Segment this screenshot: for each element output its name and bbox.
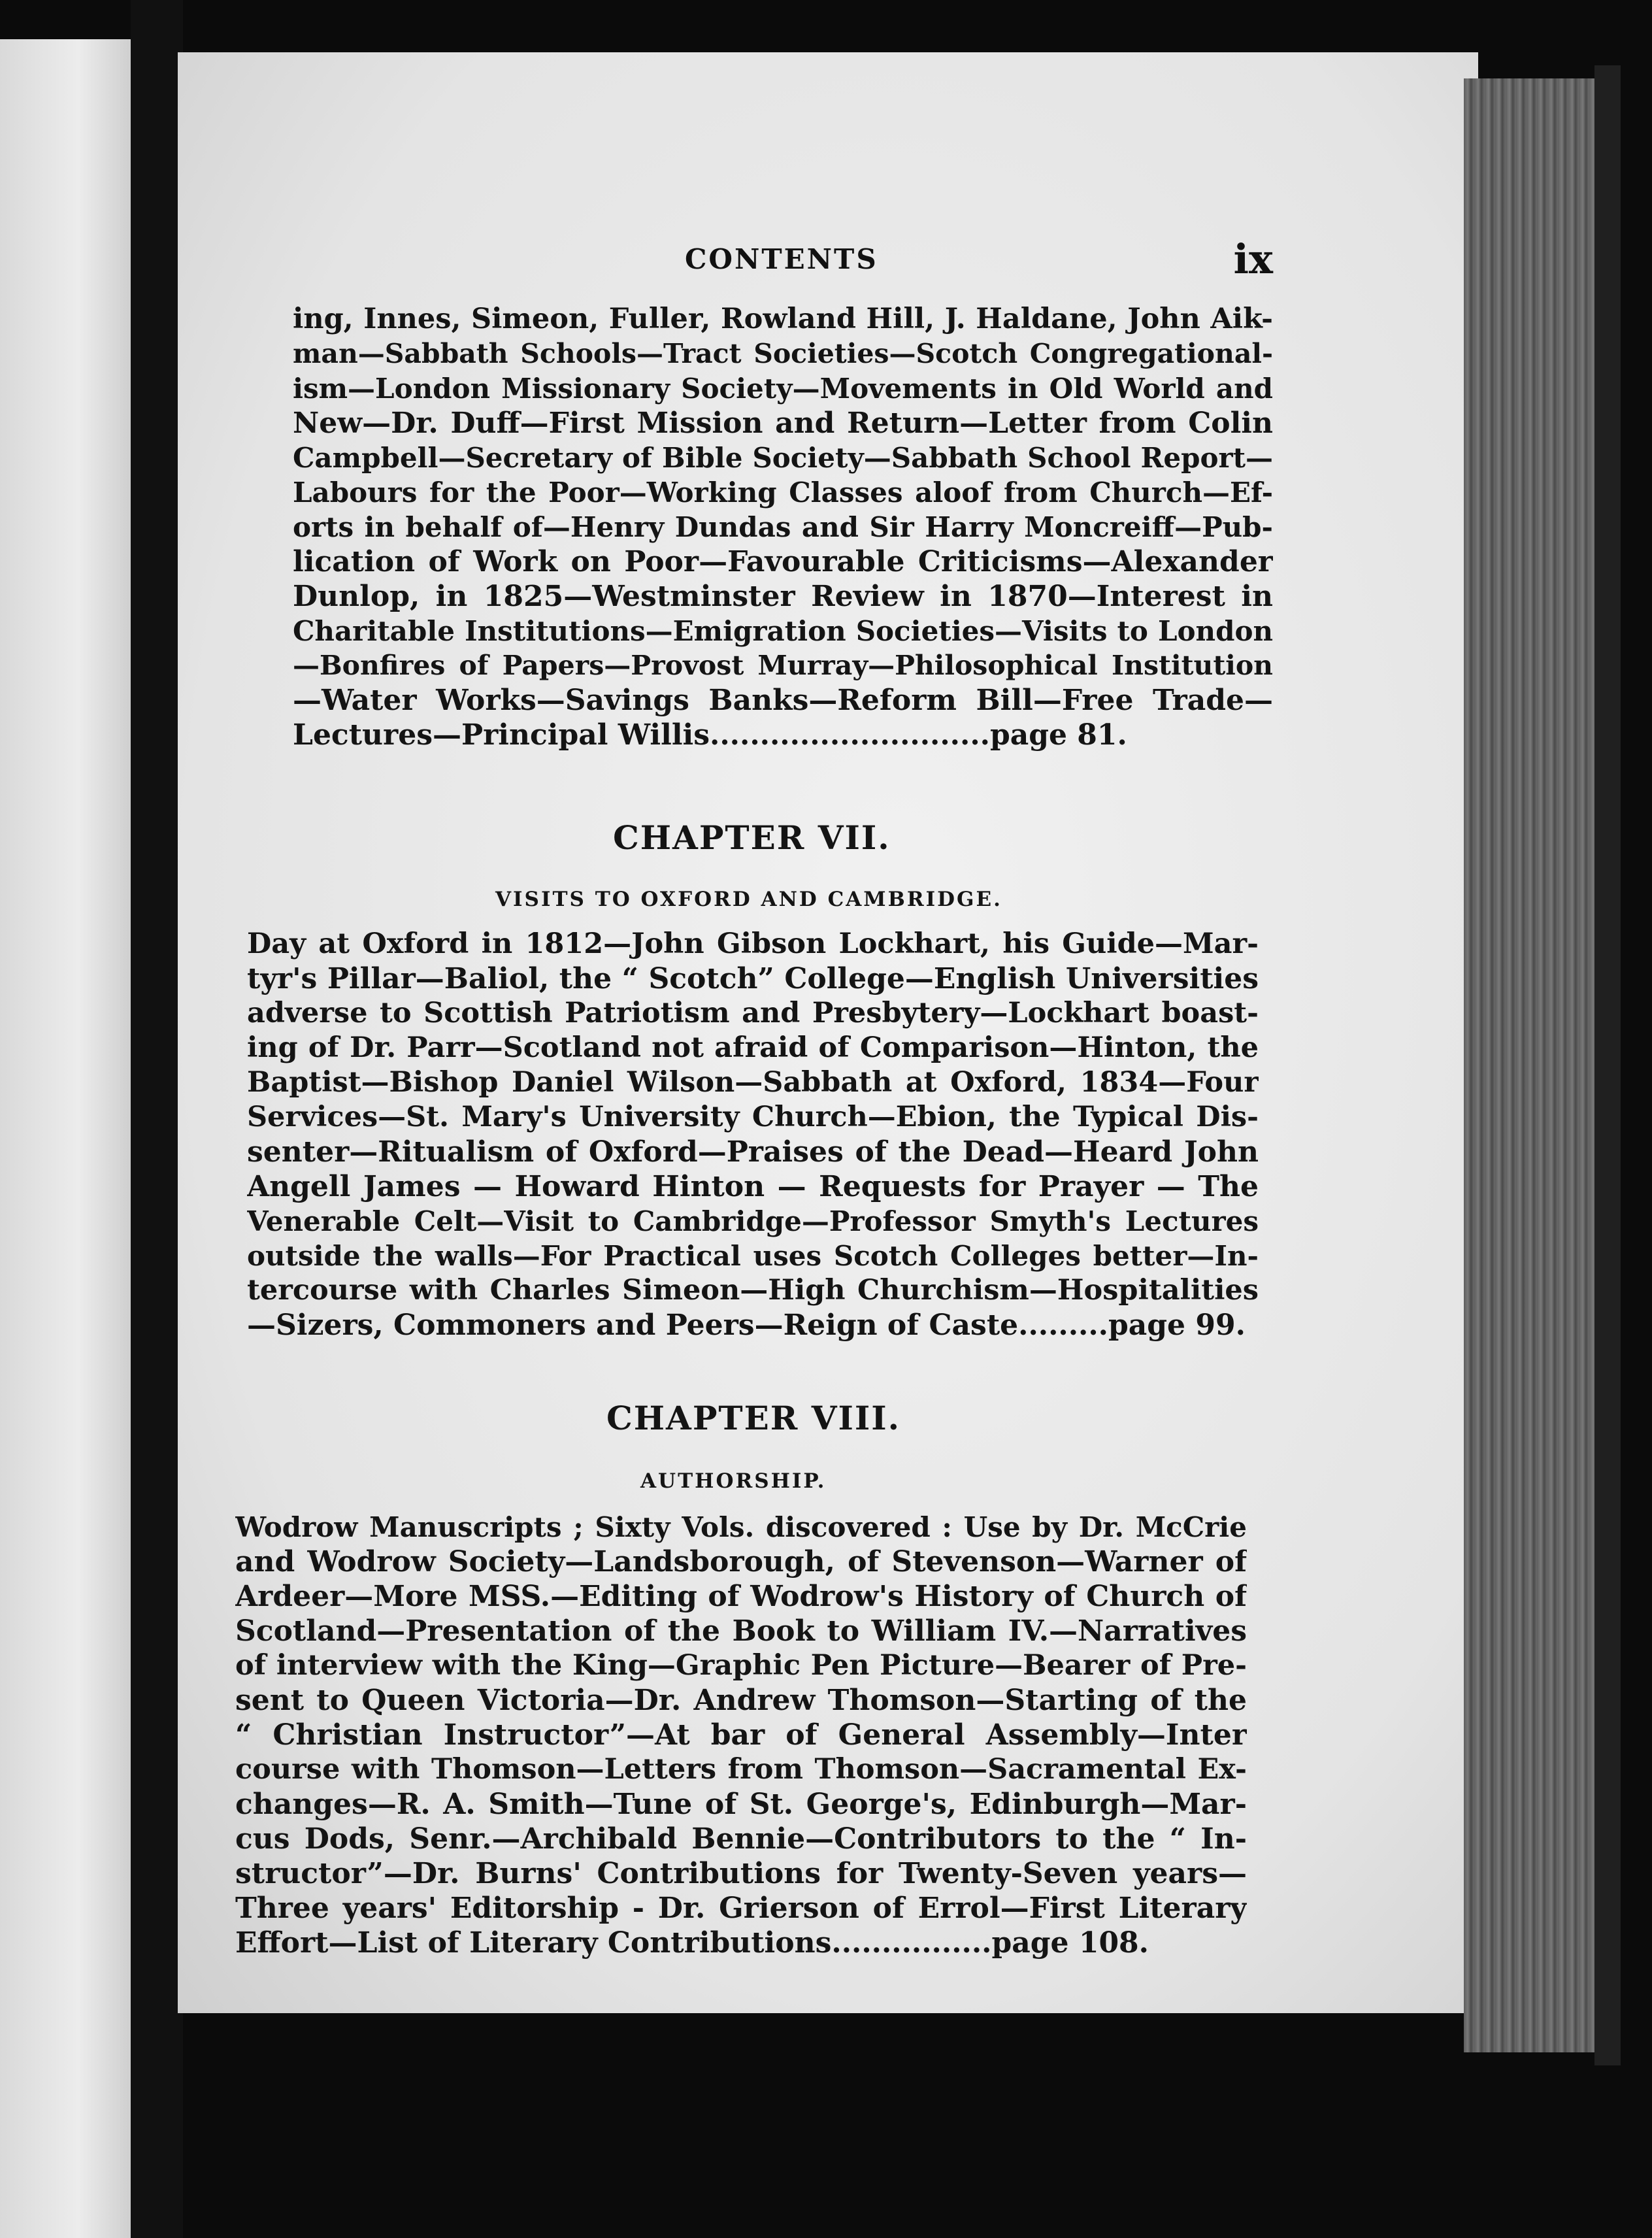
summary-line: Wodrow Manuscripts ; Sixty Vols. discovered : Use by Dr. McCrie: [235, 1511, 1247, 1543]
chapter-title: CHAPTER VII.: [613, 818, 891, 857]
summary-line: ing, Innes, Simeon, Fuller, Rowland Hill, J. Haldane, John Aik-: [293, 303, 1273, 335]
summary-line: senter—Ritualism of Oxford—Praises of the Dead—Heard John: [247, 1135, 1259, 1169]
summary-line: —Sizers, Commoners and Peers—Reign of Caste.........page 99.: [247, 1309, 1246, 1342]
summary-line: —Water Works—Savings Banks—Reform Bill—Free Trade—: [293, 684, 1273, 717]
book-cover-edge: [1594, 65, 1621, 2065]
summary-line: sent to Queen Victoria—Dr. Andrew Thomson—Starting of the: [235, 1684, 1247, 1717]
summary-line: Lectures—Principal Willis............................page 81.: [293, 718, 1127, 752]
chapter-summary: [247, 927, 1259, 1343]
chapter-summary: [235, 1510, 1247, 1960]
summary-line: course with Thomson—Letters from Thomson—Sacramental Ex-: [235, 1753, 1247, 1786]
summary-line: Dunlop, in 1825—Westminster Review in 1870—Interest in: [293, 580, 1273, 613]
summary-line: —Bonfires of Papers—Provost Murray—Philosophical Institution: [293, 650, 1273, 681]
summary-line: of interview with the King—Graphic Pen Picture—Bearer of Pre-: [235, 1649, 1247, 1682]
summary-line: orts in behalf of—Henry Dundas and Sir Harry Moncreiff—Pub-: [293, 511, 1273, 543]
summary-line: and Wodrow Society—Landsborough, of Stevenson—Warner of: [235, 1545, 1247, 1578]
summary-line: lication of Work on Poor—Favourable Criticisms—Alexander: [293, 545, 1273, 578]
summary-line: “ Christian Instructor”—At bar of General Assembly—Inter: [235, 1718, 1247, 1752]
summary-line: outside the walls—For Practical uses Scotch Colleges better—In-: [247, 1240, 1259, 1272]
summary-line: Scotland—Presentation of the Book to William IV.—Narratives: [235, 1614, 1247, 1648]
summary-line: Day at Oxford in 1812—John Gibson Lockhart, his Guide—Mar-: [247, 927, 1259, 960]
running-head-title: CONTENTS: [685, 243, 878, 275]
summary-line: Angell James — Howard Hinton — Requests for Prayer — The: [247, 1170, 1259, 1203]
summary-line: ing of Dr. Parr—Scotland not afraid of Comparison—Hinton, the: [247, 1031, 1259, 1064]
continued-chapter-summary: [293, 302, 1273, 752]
chapter-subtitle: AUTHORSHIP.: [640, 1469, 827, 1493]
summary-line: Baptist—Bishop Daniel Wilson—Sabbath at Oxford, 1834—Four: [247, 1066, 1259, 1099]
summary-line: New—Dr. Duff—First Mission and Return—Letter from Colin: [293, 407, 1273, 440]
summary-line: Effort—List of Literary Contributions................page 108.: [235, 1926, 1149, 1960]
summary-line: Charitable Institutions—Emigration Societies—Visits to London: [293, 615, 1273, 647]
summary-line: adverse to Scottish Patriotism and Presbytery—Lockhart boast-: [247, 997, 1259, 1029]
summary-line: man—Sabbath Schools—Tract Societies—Scotch Congregational-: [293, 338, 1273, 369]
summary-line: Services—St. Mary's University Church—Ebion, the Typical Dis-: [247, 1101, 1259, 1133]
summary-line: cus Dods, Senr.—Archibald Bennie—Contributors to the “ In-: [235, 1822, 1247, 1856]
summary-line: Campbell—Secretary of Bible Society—Sabbath School Report—: [293, 442, 1273, 474]
summary-line: Three years' Editorship - Dr. Grierson of Errol—First Literary: [235, 1892, 1247, 1925]
book-gutter: [131, 0, 183, 2238]
summary-line: Ardeer—More MSS.—Editing of Wodrow's History of Church of: [235, 1580, 1247, 1613]
facing-page-edge: [0, 39, 131, 2238]
page-number: ix: [1233, 235, 1273, 283]
summary-line: tyr's Pillar—Baliol, the “ Scotch” College—English Universities: [247, 962, 1259, 995]
summary-line: Venerable Celt—Visit to Cambridge—Professor Smyth's Lectures: [247, 1205, 1259, 1237]
running-header: [293, 235, 1273, 290]
summary-line: ism—London Missionary Society—Movements in Old World and: [293, 373, 1273, 405]
summary-line: changes—R. A. Smith—Tune of St. George's, Edinburgh—Mar-: [235, 1788, 1247, 1821]
chapter-title: CHAPTER VIII.: [606, 1399, 901, 1437]
page-block-edge: [1464, 78, 1606, 2052]
summary-line: structor”—Dr. Burns' Contributions for Twenty-Seven years—: [235, 1857, 1247, 1890]
summary-line: Labours for the Poor—Working Classes aloof from Church—Ef-: [293, 476, 1273, 509]
chapter-subtitle: VISITS TO OXFORD AND CAMBRIDGE.: [495, 888, 1002, 911]
summary-line: tercourse with Charles Simeon—High Churchism—Hospitalities: [247, 1274, 1259, 1307]
